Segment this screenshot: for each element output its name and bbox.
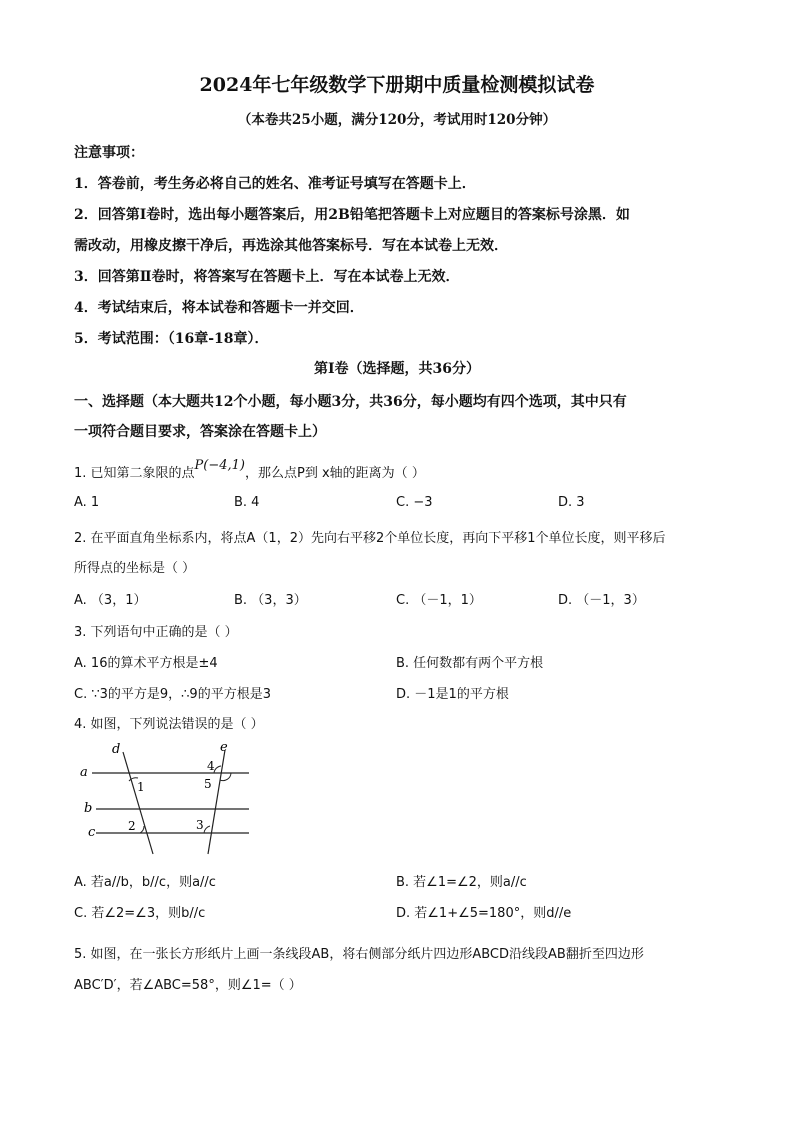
q1-stem-a: 1. 已知第二象限的点 [74,466,195,481]
label-angle-5: 5 [204,777,212,791]
note-item-2-cont: 需改动，用橡皮擦干净后，再选涂其他答案标号．写在本试卷上无效． [74,238,508,254]
q2-stem-line1: 2. 在平面直角坐标系内，将点A（1，2）先向右平移2个单位长度，再向下平移1个单位长度，则平移后 [74,531,666,546]
q4-option-a[interactable]: A. 若a//b，b//c，则a//c [74,875,216,890]
q2-option-a[interactable]: A. （3，1） [74,593,147,608]
q2-stem-line2: 所得点的坐标是（ ） [74,561,196,576]
note-item-2: 2．回答第Ⅰ卷时，选出每小题答案后，用2B铅笔把答题卡上对应题目的答案标号涂黑．如 [74,207,630,223]
q1-option-c[interactable]: C. −3 [396,495,433,510]
q4-option-c[interactable]: C. 若∠2=∠3，则b//c [74,906,206,921]
q3-option-c[interactable]: C. ∵3的平方是9，∴9的平方根是3 [74,687,271,702]
q1-option-b[interactable]: B. 4 [234,495,260,510]
note-item-1: 1．答卷前，考生务必将自己的姓名、准考证号填写在答题卡上． [74,176,476,192]
q2-option-d[interactable]: D. （－1，3） [558,593,645,608]
q3-option-d[interactable]: D. －1是1的平方根 [396,687,509,702]
q1-stem-b: ，那么点P到 x轴的距离为（ ） [245,466,425,481]
label-b: b [84,801,93,816]
label-angle-3: 3 [196,818,204,832]
label-angle-2: 2 [128,819,136,833]
notes-heading: 注意事项： [74,145,144,161]
line-d [123,752,153,854]
note-item-4: 4．考试结束后，将本试卷和答题卡一并交回． [74,300,364,316]
q1-option-a[interactable]: A. 1 [74,495,100,510]
q4-option-d[interactable]: D. 若∠1+∠5=180°，则d//e [396,906,572,921]
label-angle-4: 4 [207,759,215,773]
q2-option-b[interactable]: B. （3，3） [234,593,307,608]
q1-option-d[interactable]: D. 3 [558,495,585,510]
note-item-5: 5．考试范围：（16章-18章）． [74,331,269,347]
q4-figure [74,738,264,860]
q3-option-b[interactable]: B. 任何数都有两个平方根 [396,656,544,671]
q2-option-c[interactable]: C. （－1，1） [396,593,482,608]
q1-point: P(−4,1) [194,458,246,473]
section-title: 第Ⅰ卷（选择题，共36分） [313,361,481,377]
section-instruction-2: 一项符合题目要求，答案涂在答题卡上） [74,424,326,440]
page-title: 2024年七年级数学下册期中质量检测模拟试卷 [199,74,595,96]
label-e: e [220,740,228,755]
q4-stem: 4. 如图，下列说法错误的是（ ） [74,717,264,732]
q5-stem-line2: ABC′D′，若∠ABC=58°，则∠1=（ ） [74,978,302,993]
q5-stem-line1: 5. 如图，在一张长方形纸片上画一条线段AB，将右侧部分纸片四边形ABCD沿线段AB翻折至四边形 [74,947,644,962]
note-item-3: 3．回答第Ⅱ卷时，将答案写在答题卡上．写在本试卷上无效． [74,269,460,285]
label-c: c [88,825,96,840]
angle-3-arc [204,826,210,833]
q1-stem [74,458,425,481]
label-a: a [80,765,88,780]
label-angle-1: 1 [137,780,145,794]
q3-stem: 3. 下列语句中正确的是（ ） [74,625,238,640]
page-subtitle: （本卷共25小题，满分120分，考试用时120分钟） [237,112,557,128]
q4-option-b[interactable]: B. 若∠1=∠2，则a//c [396,875,527,890]
angle-2-arc [140,826,144,833]
q3-option-a[interactable]: A. 16的算术平方根是±4 [74,656,218,671]
angle-4-arc [214,766,221,773]
section-instruction-1: 一、选择题（本大题共12个小题，每小题3分，共36分，每小题均有四个选项，其中只有 [74,394,627,410]
label-d: d [112,742,121,757]
